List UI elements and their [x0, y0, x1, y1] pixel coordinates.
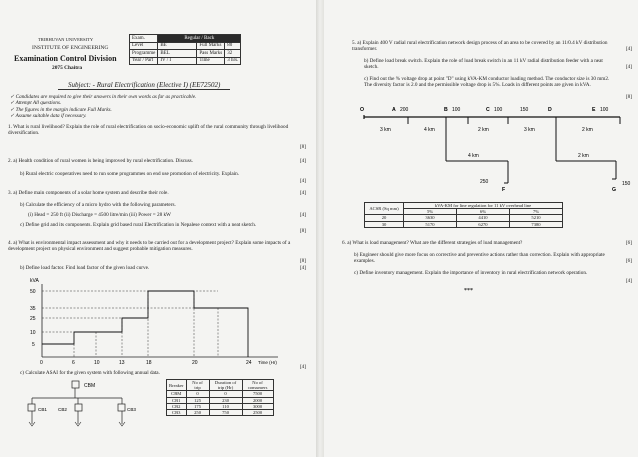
node-label: B	[444, 107, 448, 113]
question-5a-mark: [4]	[625, 46, 632, 52]
instruction-item: ✓ Assume suitable data if necessary.	[10, 113, 87, 120]
cb1-label: CB1	[38, 407, 47, 412]
x-tick-label: 20	[192, 360, 198, 366]
x-tick-label: 10	[94, 360, 100, 366]
load-value: 250	[480, 179, 489, 185]
node-label: O	[360, 107, 365, 113]
year-value: IV / I	[158, 57, 197, 65]
cb2-label: CB2	[58, 407, 67, 412]
exam-label: Exam.	[130, 35, 158, 43]
table-cell: 6270	[457, 221, 510, 227]
end-of-paper-mark: ***	[464, 288, 473, 294]
question-4a: 4. a) What is environmental impact assessment and why it needs to be carried out for a development project? Explain some impacts of a development project on physical environment and suggest probable mitigation measures.	[8, 240, 291, 253]
instruction-item: ✓ Candidates are required to give their answers in their own words as far as practicable.	[10, 94, 197, 100]
node-label: C	[486, 107, 490, 113]
level-value: BE	[158, 42, 197, 50]
table-cell: 2500	[242, 410, 273, 416]
load-value: 200	[400, 107, 409, 113]
institute-name: INSTITUTE OF ENGINEERING	[32, 45, 109, 51]
instructions	[10, 94, 306, 120]
table-cell: 30	[365, 221, 404, 227]
column-header: ACSR (Sq mm)	[365, 203, 404, 215]
division-name: Examination Control Division	[14, 54, 117, 63]
question-3c-mark: [8]	[299, 228, 306, 234]
question-1: 1. What is rural livelihood? Explain the role of rural electrification on socio-economic uplift of the rural community through livelihood diversification.	[8, 124, 289, 137]
distance-label: 2 km	[582, 127, 593, 133]
programme-label: Programme	[130, 50, 158, 58]
question-4c-mark: [4]	[299, 364, 306, 370]
table-cell: CB1	[167, 397, 187, 403]
distance-label: 2 km	[578, 153, 589, 159]
load-value: 100	[494, 107, 503, 113]
full-marks-value: 80	[225, 42, 241, 50]
table-cell: 110	[209, 403, 242, 409]
y-tick-label: 35	[30, 306, 36, 312]
column-header: No of consumers	[242, 380, 273, 391]
table-cell: 0	[209, 391, 242, 397]
distance-label: 3 km	[380, 127, 391, 133]
question-5c: c) Find out the % voltage drop at point "D" using kVA-KM conductor loading method. The conductor size is 30 mm2. The diversity factor is 2.0 and the permissible voltage drop is 5%. Loads in different points are given in kVA.	[364, 76, 610, 89]
cbm-breaker	[72, 381, 79, 388]
subject-line: Subject: - Rural Electrification (Elective I) (EE72502)	[58, 81, 230, 90]
column-header: Breaker	[167, 380, 187, 391]
question-2a-mark: [4]	[299, 158, 306, 164]
node-label: F	[502, 187, 506, 193]
table-header-row	[167, 380, 274, 391]
table-row	[365, 221, 563, 227]
table-cell: 3630	[404, 215, 457, 221]
x-tick-label: 0	[40, 360, 43, 366]
cb1-breaker	[28, 404, 35, 411]
load-curve-guides	[42, 291, 248, 357]
question-6b: b) Engineer should give more focus on corrective and preventive actions rather than correction. Explain with appropriate examples.	[354, 252, 605, 265]
question-2a: 2. a) Health condition of rural women is being improved by rural electrification. Discuss.	[8, 158, 193, 164]
question-5c-mark: [8]	[625, 94, 632, 100]
level-label: Level	[130, 42, 158, 50]
question-3b-mark: [4]	[299, 212, 306, 218]
table-cell: 7500	[242, 391, 273, 397]
table-cell: 2000	[242, 397, 273, 403]
distance-label: 3 km	[524, 127, 535, 133]
question-6b-mark: [6]	[625, 258, 632, 264]
question-5a: 5. a) Explain 400 V radial rural electrification network design process of an area to be covered by an 11/0.4 kV distribution transformer.	[352, 40, 608, 53]
x-tick-label: 24	[246, 360, 252, 366]
node-label: A	[392, 107, 396, 113]
load-curve-ylabel: kVA	[30, 278, 39, 284]
distance-label: 4 km	[468, 153, 479, 159]
question-5b: b) Define load break switch. Explain the role of load break switch in an 11 kV radial distribution feeder with a neat sketch.	[364, 58, 603, 71]
page-fold	[316, 0, 324, 457]
table-cell: CBM	[167, 391, 187, 397]
question-6c-mark: [4]	[625, 278, 632, 284]
column-header: 6%	[457, 209, 510, 215]
time-value: 3 hrs.	[225, 57, 241, 65]
programme-value: BEL	[158, 50, 197, 58]
question-2b-mark: [4]	[299, 178, 306, 184]
table-cell: 5170	[404, 221, 457, 227]
table-cell: CB3	[167, 410, 187, 416]
table-cell: CB2	[167, 403, 187, 409]
question-4b: b) Define load factor. Find load factor of the given load curve.	[20, 265, 150, 271]
exam-meta-table	[129, 34, 241, 65]
full-marks-label: Full Marks	[197, 42, 225, 50]
table-cell: 3000	[242, 403, 273, 409]
table-cell: 175	[186, 403, 209, 409]
node-label: G	[612, 187, 617, 193]
pass-marks-value: 32	[225, 50, 241, 58]
question-1-mark: [8]	[299, 144, 306, 150]
cb3-label: CB3	[127, 407, 136, 412]
y-tick-label: 10	[30, 330, 36, 336]
y-tick-label: 5	[32, 342, 35, 348]
x-tick-label: 18	[146, 360, 152, 366]
table-cell: 5210	[510, 215, 563, 221]
table-cell: 750	[209, 410, 242, 416]
column-header: Duration of trip (Hr)	[209, 380, 242, 391]
column-header: 5%	[404, 209, 457, 215]
question-3a: 3. a) Define main components of a solar home system and describe their role.	[8, 190, 169, 196]
question-4a-mark: [8]	[299, 258, 306, 264]
question-6a-mark: [6]	[625, 240, 632, 246]
column-header: kVA-KM for line regulation for 11 kV overhead line	[404, 203, 563, 209]
y-tick-label: 25	[30, 316, 36, 322]
year-label: Year / Part	[130, 57, 158, 65]
question-6c: c) Define inventory management. Explain the importance of inventory in rural electrification network operation.	[354, 270, 588, 276]
cb3-breaker	[118, 404, 125, 411]
university-name: TRIBHUVAN UNIVERSITY	[38, 37, 94, 42]
distance-label: 2 km	[478, 127, 489, 133]
node-label: D	[548, 107, 552, 113]
table-cell: 7380	[510, 221, 563, 227]
question-2b: b) Rural electric cooperatives need to run some programmes on end use promotion of electricity. Explain.	[20, 171, 240, 177]
load-value: 100	[452, 107, 461, 113]
table-cell: 0	[186, 391, 209, 397]
table-cell: 250	[186, 410, 209, 416]
breaker-diagram	[18, 378, 138, 438]
x-tick-label: 13	[119, 360, 125, 366]
question-6a: 6. a) What is load management? What are the different strategies of load management?	[342, 240, 523, 246]
load-curve-line	[42, 291, 248, 357]
exam-session: 2075 Chaitra	[52, 65, 83, 71]
conductor-loading-table	[364, 202, 563, 228]
load-curve-figure	[8, 274, 308, 366]
breaker-data-table	[166, 379, 274, 416]
question-5b-mark: [4]	[625, 64, 632, 70]
question-3c: c) Define grid and its components. Explain grid based rural Electrification in Nepalese context with a neat sketch.	[20, 222, 257, 228]
distance-label: 4 km	[424, 127, 435, 133]
load-curve-xlabel: Time (Hr)	[258, 360, 277, 365]
time-label: Time	[197, 57, 225, 65]
instruction-item: ✓ The figures in the margin indicate Full Marks.	[10, 106, 112, 113]
left-page	[0, 0, 316, 457]
load-value: 150	[520, 107, 529, 113]
y-tick-label: 50	[30, 289, 36, 295]
pass-marks-label: Pass Marks	[197, 50, 225, 58]
question-3b: b) Calculate the efficiency of a micro hydro with the following parameters.	[20, 202, 176, 208]
cb2-breaker	[75, 404, 82, 411]
question-4b-mark: [4]	[299, 265, 306, 271]
right-page	[324, 0, 638, 457]
table-row	[167, 410, 274, 416]
exam-value: Regular / Back	[158, 35, 241, 43]
x-tick-label: 6	[72, 360, 75, 366]
load-value: 100	[600, 107, 609, 113]
table-cell: 230	[209, 397, 242, 403]
node-label: E	[592, 107, 596, 113]
column-header: 7%	[510, 209, 563, 215]
load-value: 150	[622, 181, 631, 187]
table-cell: 20	[365, 215, 404, 221]
table-cell: 4410	[457, 215, 510, 221]
instruction-item: ✓ Attempt All questions.	[10, 100, 62, 107]
question-4c: c) Calculate ASAI for the given system with following annual data.	[20, 370, 160, 376]
column-header: No of trip	[186, 380, 209, 391]
question-3b-params: (i) Head = 250 ft (ii) Discharge = 4500 litre/min (iii) Power = 28 kW	[28, 212, 171, 218]
table-cell: 125	[186, 397, 209, 403]
question-3a-mark: [4]	[299, 190, 306, 196]
cbm-label: CBM	[84, 383, 96, 389]
radial-network-diagram	[360, 103, 632, 199]
